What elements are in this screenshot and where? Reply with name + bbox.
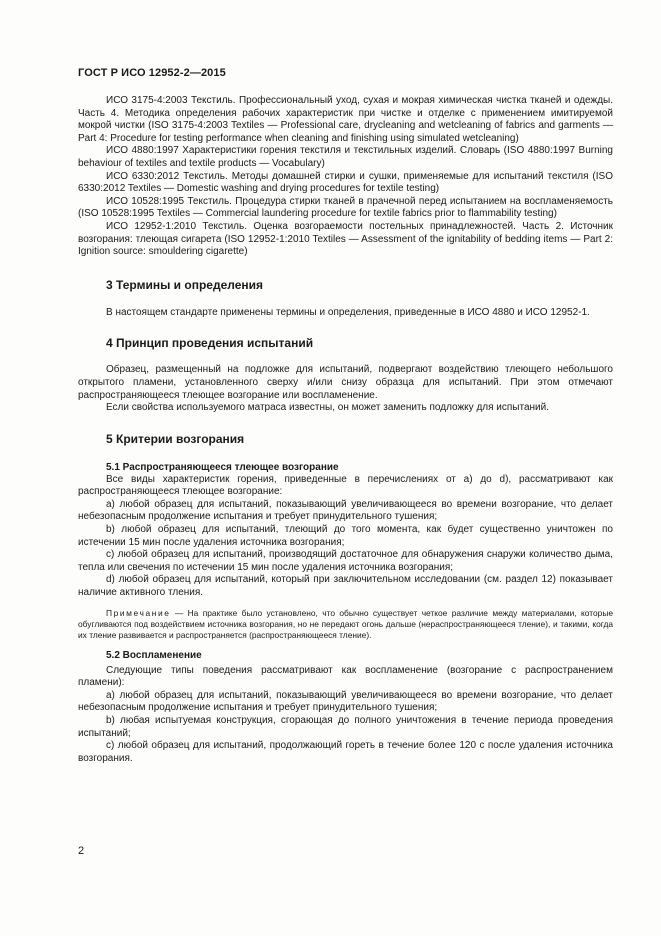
section-3-text: В настоящем стандарте применены термины и определения, приведенные в ИСО 4880 и ИСО 12952-1. xyxy=(106,306,590,318)
reference-iso-10528: ИСО 10528:1995 Текстиль. Процедура стирки тканей в прачечной перед испытанием на воспламеняемость (ISO 10528:1995 Textiles — Commercial laundering procedure for textile fabrics prior to flammability testing) xyxy=(78,195,613,220)
section-4-paragraph: Образец, размещенный на подложке для испытаний, подвергают воздействию тлеющего небольшого открытого пламени, установленного сверху и/или снизу образца для испытаний. При этом отмечают распространяющееся тлеющее возгорание или воспламенение. xyxy=(78,364,613,401)
section-5-2-intro: Следующие типы поведения рассматривают как воспламенение (возгорание с распространением пламени): xyxy=(78,664,613,689)
document-body xyxy=(78,95,613,765)
list-item: c) любой образец для испытаний, производящий достаточное для обнаружения снаружи количество дыма, тепла или свечения по истечении 15 мин после удаления источника возгорания; xyxy=(78,549,613,573)
note-label: Примечание xyxy=(106,607,171,618)
list-item: a) любой образец для испытаний, показывающий увеличивающееся во времени возгорание, что делает небезопасным продолжение испытания и требует принудительного тушения; xyxy=(78,689,613,714)
section-3-heading: 3 Термины и определения xyxy=(106,277,264,292)
section-5-1-heading: 5.1 Распространяющееся тлеющее возгорание xyxy=(106,461,339,473)
note xyxy=(78,608,613,641)
list-item: a) любой образец для испытаний, показывающий увеличивающееся во времени возгорание, что делает небезопасным продолжение испытания и требует принудительного тушения; xyxy=(78,498,613,523)
section-5-1-intro: Все виды характеристик горения, приведенные в перечислениях от a) до d), рассматривают как распространяющееся тлеющее возгорание: xyxy=(78,473,613,498)
list-item: b) любой образец для испытаний, тлеющий до того момента, как будет существенно уничтожен по истечении 15 мин после удаления источника возгорания; xyxy=(78,524,613,548)
section-5-2-heading: 5.2 Воспламенение xyxy=(106,649,202,661)
reference-iso-3175-4: ИСО 3175-4:2003 Текстиль. Профессиональный уход, сухая и мокрая химическая чистка тканей и одежды. Часть 4. Методика определения рабочих характеристик при чистке и отделке с применением имитируемой мокрой чистки (ISO 3175-4:2003 Textiles — Professional care, drycleaning and wetcleaning of fabrics and garments — Part 4: Procedure for testing performance when cleaning and finishing using simulated wetcleaning) xyxy=(78,95,613,144)
section-4-paragraph: Если свойства используемого матраса известны, он может заменить подложку для испытаний. xyxy=(106,402,549,414)
reference-iso-4880: ИСО 4880:1997 Характеристики горения текстиля и текстильных изделий. Словарь (ISO 4880:1997 Burning behaviour of textiles and textile products — Vocabulary) xyxy=(78,145,613,169)
document-header: ГОСТ Р ИСО 12952-2—2015 xyxy=(78,67,226,79)
section-5-heading: 5 Критерии возгорания xyxy=(106,431,245,446)
reference-iso-12952-1: ИСО 12952-1:2010 Текстиль. Оценка возгораемости постельных принадлежностей. Часть 2. Источник возгорания: тлеющая сигарета (ISO 12952-1:2010 Textiles — Assessment of the ignitability of bedding items — Part 2: Ignition source: smouldering cigarette) xyxy=(78,220,613,258)
list-item: c) любой образец для испытаний, продолжающий гореть в течение более 120 с после удаления источника возгорания. xyxy=(78,740,613,764)
list-item: d) любой образец для испытаний, который при заключительном исследовании (см. раздел 12) показывает наличие активного тления. xyxy=(78,574,613,599)
reference-iso-6330: ИСО 6330:2012 Текстиль. Методы домашней стирки и сушки, применяемые для испытаний текстиля (ISO 6330:2012 Textiles — Domestic washing and drying procedures for textile testing) xyxy=(78,170,613,195)
note-text: — На практике было установлено, что обычно существует четкое различие между материалами, которые обугливаются под воздействием источника возгорания, но не передают огонь дальше (нераспространяющееся тление), и такими, когда их тление развивается и распространяется (распространяющееся тление). xyxy=(78,607,613,640)
list-item: b) любая испытуемая конструкция, сгорающая до полного уничтожения в течение периода проведения испытаний; xyxy=(78,715,613,739)
section-4-heading: 4 Принцип проведения испытаний xyxy=(106,336,314,351)
page-number: 2 xyxy=(78,845,85,857)
